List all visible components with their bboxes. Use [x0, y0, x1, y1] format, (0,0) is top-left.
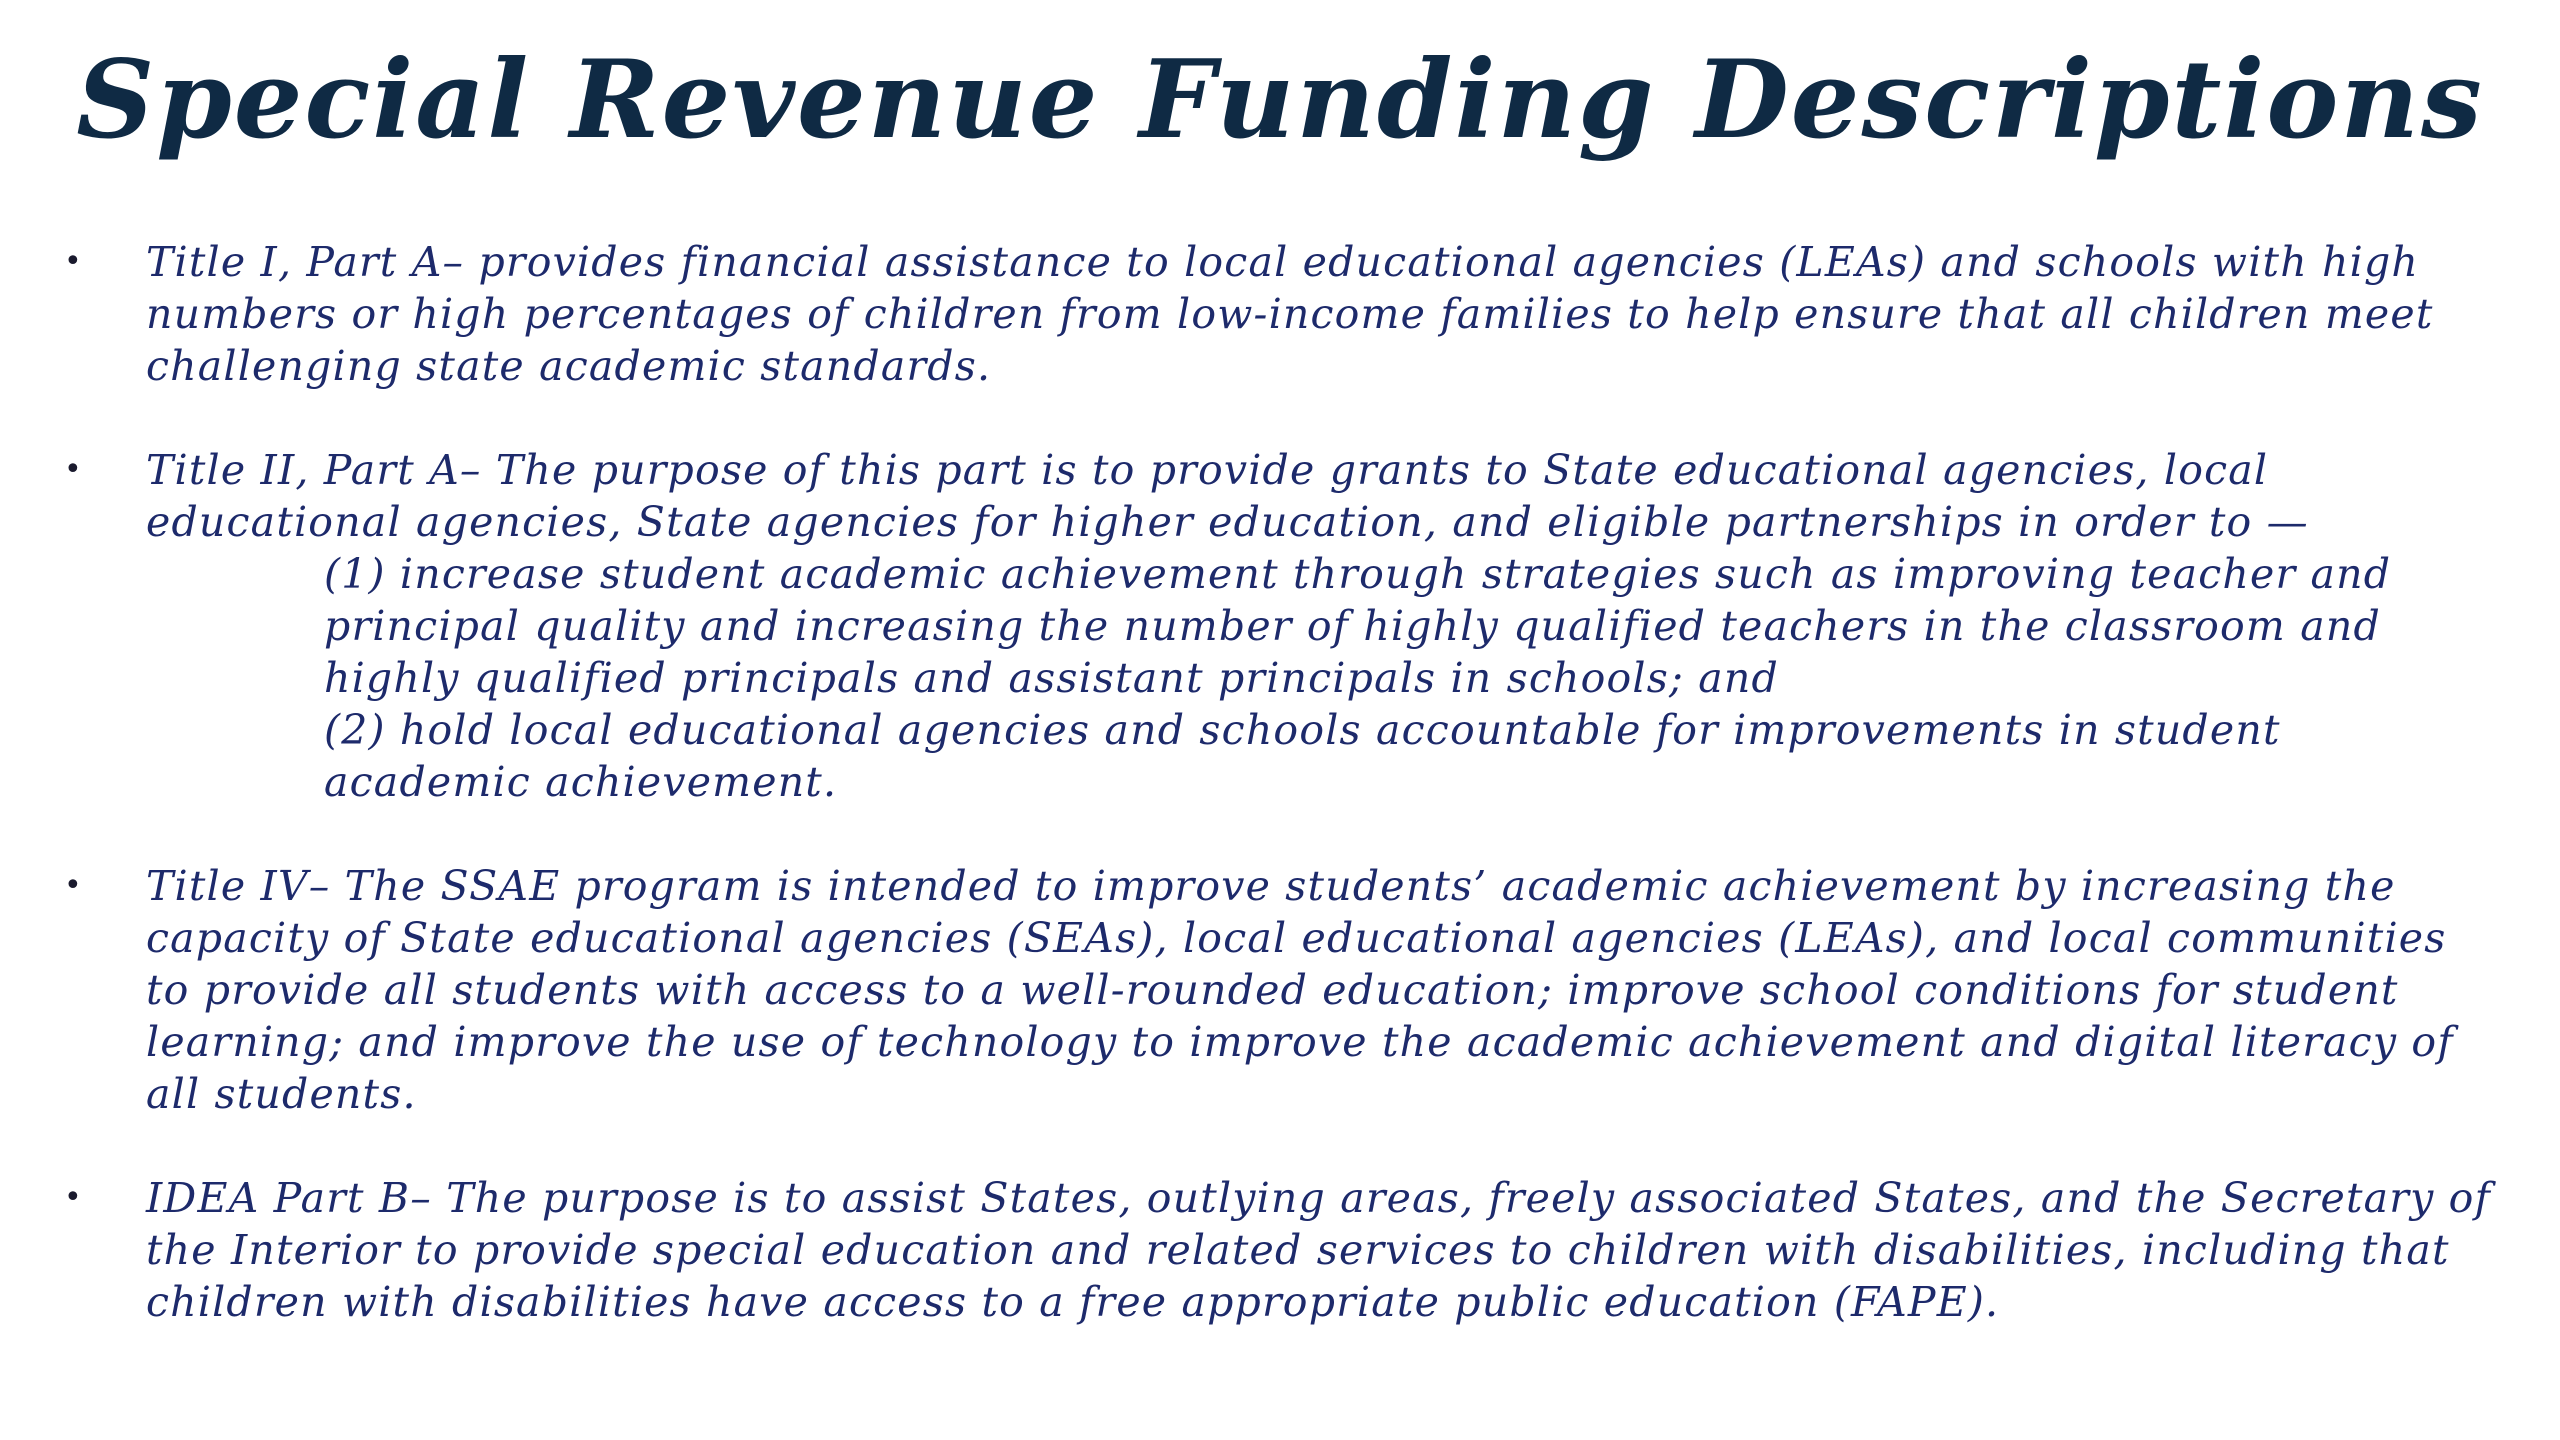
bullet-text: IDEA Part B– The purpose is to assist States, outlying areas, freely associated States, and the Secretary of the Interior to provide special education and related services to children with disabilities, including that children with disabilities have access to a free appropriate public education (FAPE). [146, 1174, 2491, 1326]
bullet-icon: • [64, 1180, 82, 1215]
bullet-icon: • [64, 868, 82, 903]
bullet-title-i [60, 236, 2500, 392]
bullet-icon: • [64, 244, 82, 279]
bullet-text: Title II, Part A– The purpose of this part is to provide grants to State educational agencies, local educational agencies, State agencies for higher education, and eligible partnerships in order to — [146, 446, 2309, 546]
bullet-icon: • [64, 452, 82, 487]
sub-item-1: (1) increase student academic achievement through strategies such as improving teacher and principal quality and increasing the number of highly qualified teachers in the classroom and highly qualified principals and assistant principals in schools; and [324, 550, 2392, 702]
bullet-idea-part-b [60, 1172, 2500, 1328]
sub-item-2: (2) hold local educational agencies and schools accountable for improvements in student academic achievement. [324, 706, 2281, 806]
slide-title: Special Revenue Funding Descriptions [76, 37, 2484, 163]
bullet-text: Title I, Part A– provides financial assistance to local educational agencies (LEAs) and schools with high numbers or high percentages of children from low-income families to help ensure that all children meet challenging state academic standards. [146, 238, 2434, 390]
bullet-text: Title IV– The SSAE program is intended to improve students’ academic achievement by increasing the capacity of State educational agencies (SEAs), local educational agencies (LEAs), and local communities to provide all students with access to a well-rounded education; improve school conditions for student learning; and improve the use of technology to improve the academic achievement and digital literacy of all students. [146, 862, 2454, 1118]
bullet-list [60, 236, 2500, 1380]
bullet-title-iv [60, 860, 2500, 1120]
bullet-title-ii [60, 444, 2500, 808]
bullet-content [146, 444, 2500, 808]
